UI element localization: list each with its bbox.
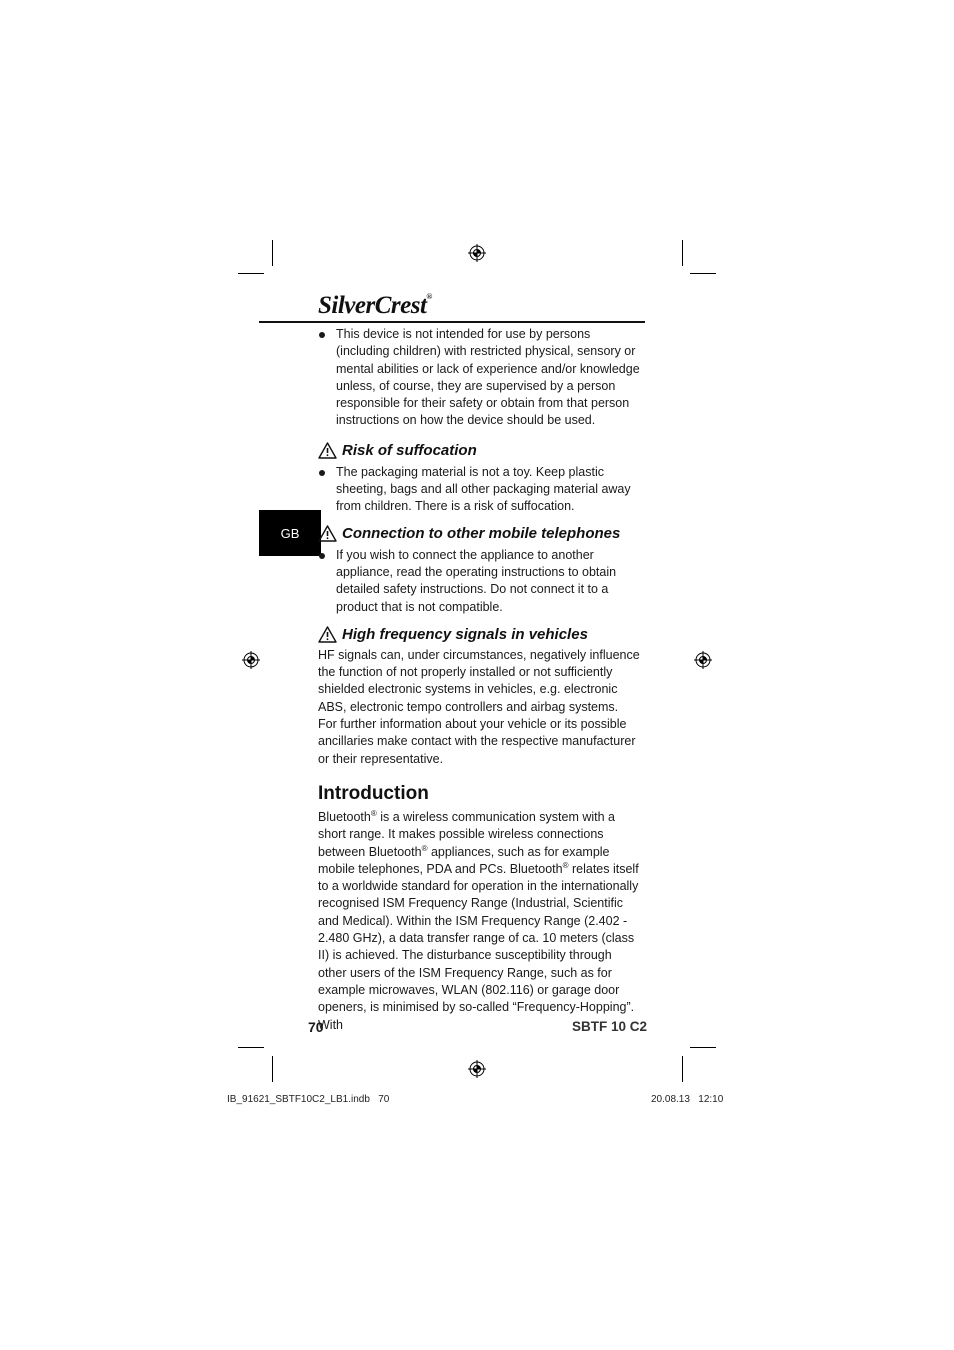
list-item-text: If you wish to connect the appliance to another appliance, read the operating instructions to obtain detailed safety instructions. Do not connect it to a product that is not compatible. — [336, 547, 617, 614]
list-item — [318, 464, 640, 516]
section-heading — [318, 524, 640, 544]
section-heading — [318, 441, 640, 461]
crop-mark — [272, 240, 273, 266]
crop-mark — [238, 273, 264, 274]
list-item-text: This device is not intended for use by persons (including children) with restricted physical, sensory or mental abilities or lack of experience and/or knowledge unless, of course, they are supervised by a person responsible for their safety or obtain from that person instructions on how the device should be used. — [336, 327, 640, 428]
introduction-title: Introduction — [318, 782, 429, 804]
crop-mark — [690, 273, 716, 274]
brand-logo — [318, 292, 432, 320]
intro-bullet-item — [318, 326, 640, 430]
crop-mark — [272, 1056, 273, 1082]
registration-mark-icon — [694, 651, 712, 669]
list-item — [318, 326, 640, 430]
language-tab-label: GB — [280, 525, 300, 541]
page-number: 70 — [308, 1019, 324, 1035]
model-number: SBTF 10 C2 — [572, 1019, 648, 1034]
section-heading-text: Risk of suffocation — [342, 441, 477, 459]
registration-mark-icon — [468, 244, 486, 262]
warning-triangle-icon — [318, 626, 337, 643]
paragraph-text: HF signals can, under circumstances, negatively influence the function of not properly installed or not sufficiently shielded electronic systems in vehicles, e.g. electronic ABS, electronic tempo controllers and airbag systems. For further information about your vehicle or its possible ancillaries make contact with the respective manufacturer or their representative. — [318, 647, 640, 766]
registered-mark: ® — [370, 808, 377, 818]
crop-mark — [238, 1047, 264, 1048]
slug-file: IB_91621_SBTF10C2_LB1.indb 70 — [227, 1094, 390, 1105]
section-body — [318, 464, 640, 516]
section-body — [318, 547, 640, 616]
warning-triangle-icon — [318, 442, 337, 459]
crop-mark — [682, 1056, 683, 1082]
language-tab — [259, 510, 321, 556]
registration-mark-icon — [242, 651, 260, 669]
section-heading — [318, 625, 640, 645]
paragraph-text: is a wireless communication system with a short range. It makes possible wireless connections between Bluetooth — [318, 809, 616, 859]
registered-mark: ® — [421, 843, 428, 853]
section-heading-text: High frequency signals in vehicles — [342, 625, 588, 643]
introduction-paragraph — [318, 809, 640, 1034]
registered-mark: ® — [562, 860, 569, 870]
section-heading-text: Connection to other mobile telephones — [342, 524, 621, 542]
registration-mark-icon — [468, 1060, 486, 1078]
brand-registered-mark: ® — [426, 292, 432, 301]
brand-logo-text: SilverCrest — [318, 292, 427, 319]
section-paragraph — [318, 647, 640, 768]
list-item-text: The packaging material is not a toy. Keep plastic sheeting, bags and all other packaging material away from children. There is a risk of suffocation. — [336, 464, 631, 514]
paragraph-text: Bluetooth — [318, 809, 371, 824]
slug-datetime: 20.08.13 12:10 — [651, 1094, 724, 1105]
header-rule — [259, 321, 645, 323]
paragraph-text: relates itself to a worldwide standard for operation in the internationally recognised ISM Frequency Range (Industrial, Scientific and Medical). Within the ISM Frequency Range (2.402 - 2.480 GHz), a data transfer range of ca. 10 meters (class II) is achieved. The disturbance susceptibility through other users of the ISM Frequency Range, such as for example microwaves, WLAN (802.116) or garage door openers, is minimised by so-called “Frequency-Hopping”. With — [318, 861, 639, 1032]
crop-mark — [690, 1047, 716, 1048]
list-item — [318, 547, 640, 616]
warning-triangle-icon — [318, 525, 337, 542]
crop-mark — [682, 240, 683, 266]
paragraph-text: appliances, such as for example mobile telephones, PDA and PCs. Bluetooth — [318, 844, 610, 876]
content-column — [318, 326, 640, 1034]
